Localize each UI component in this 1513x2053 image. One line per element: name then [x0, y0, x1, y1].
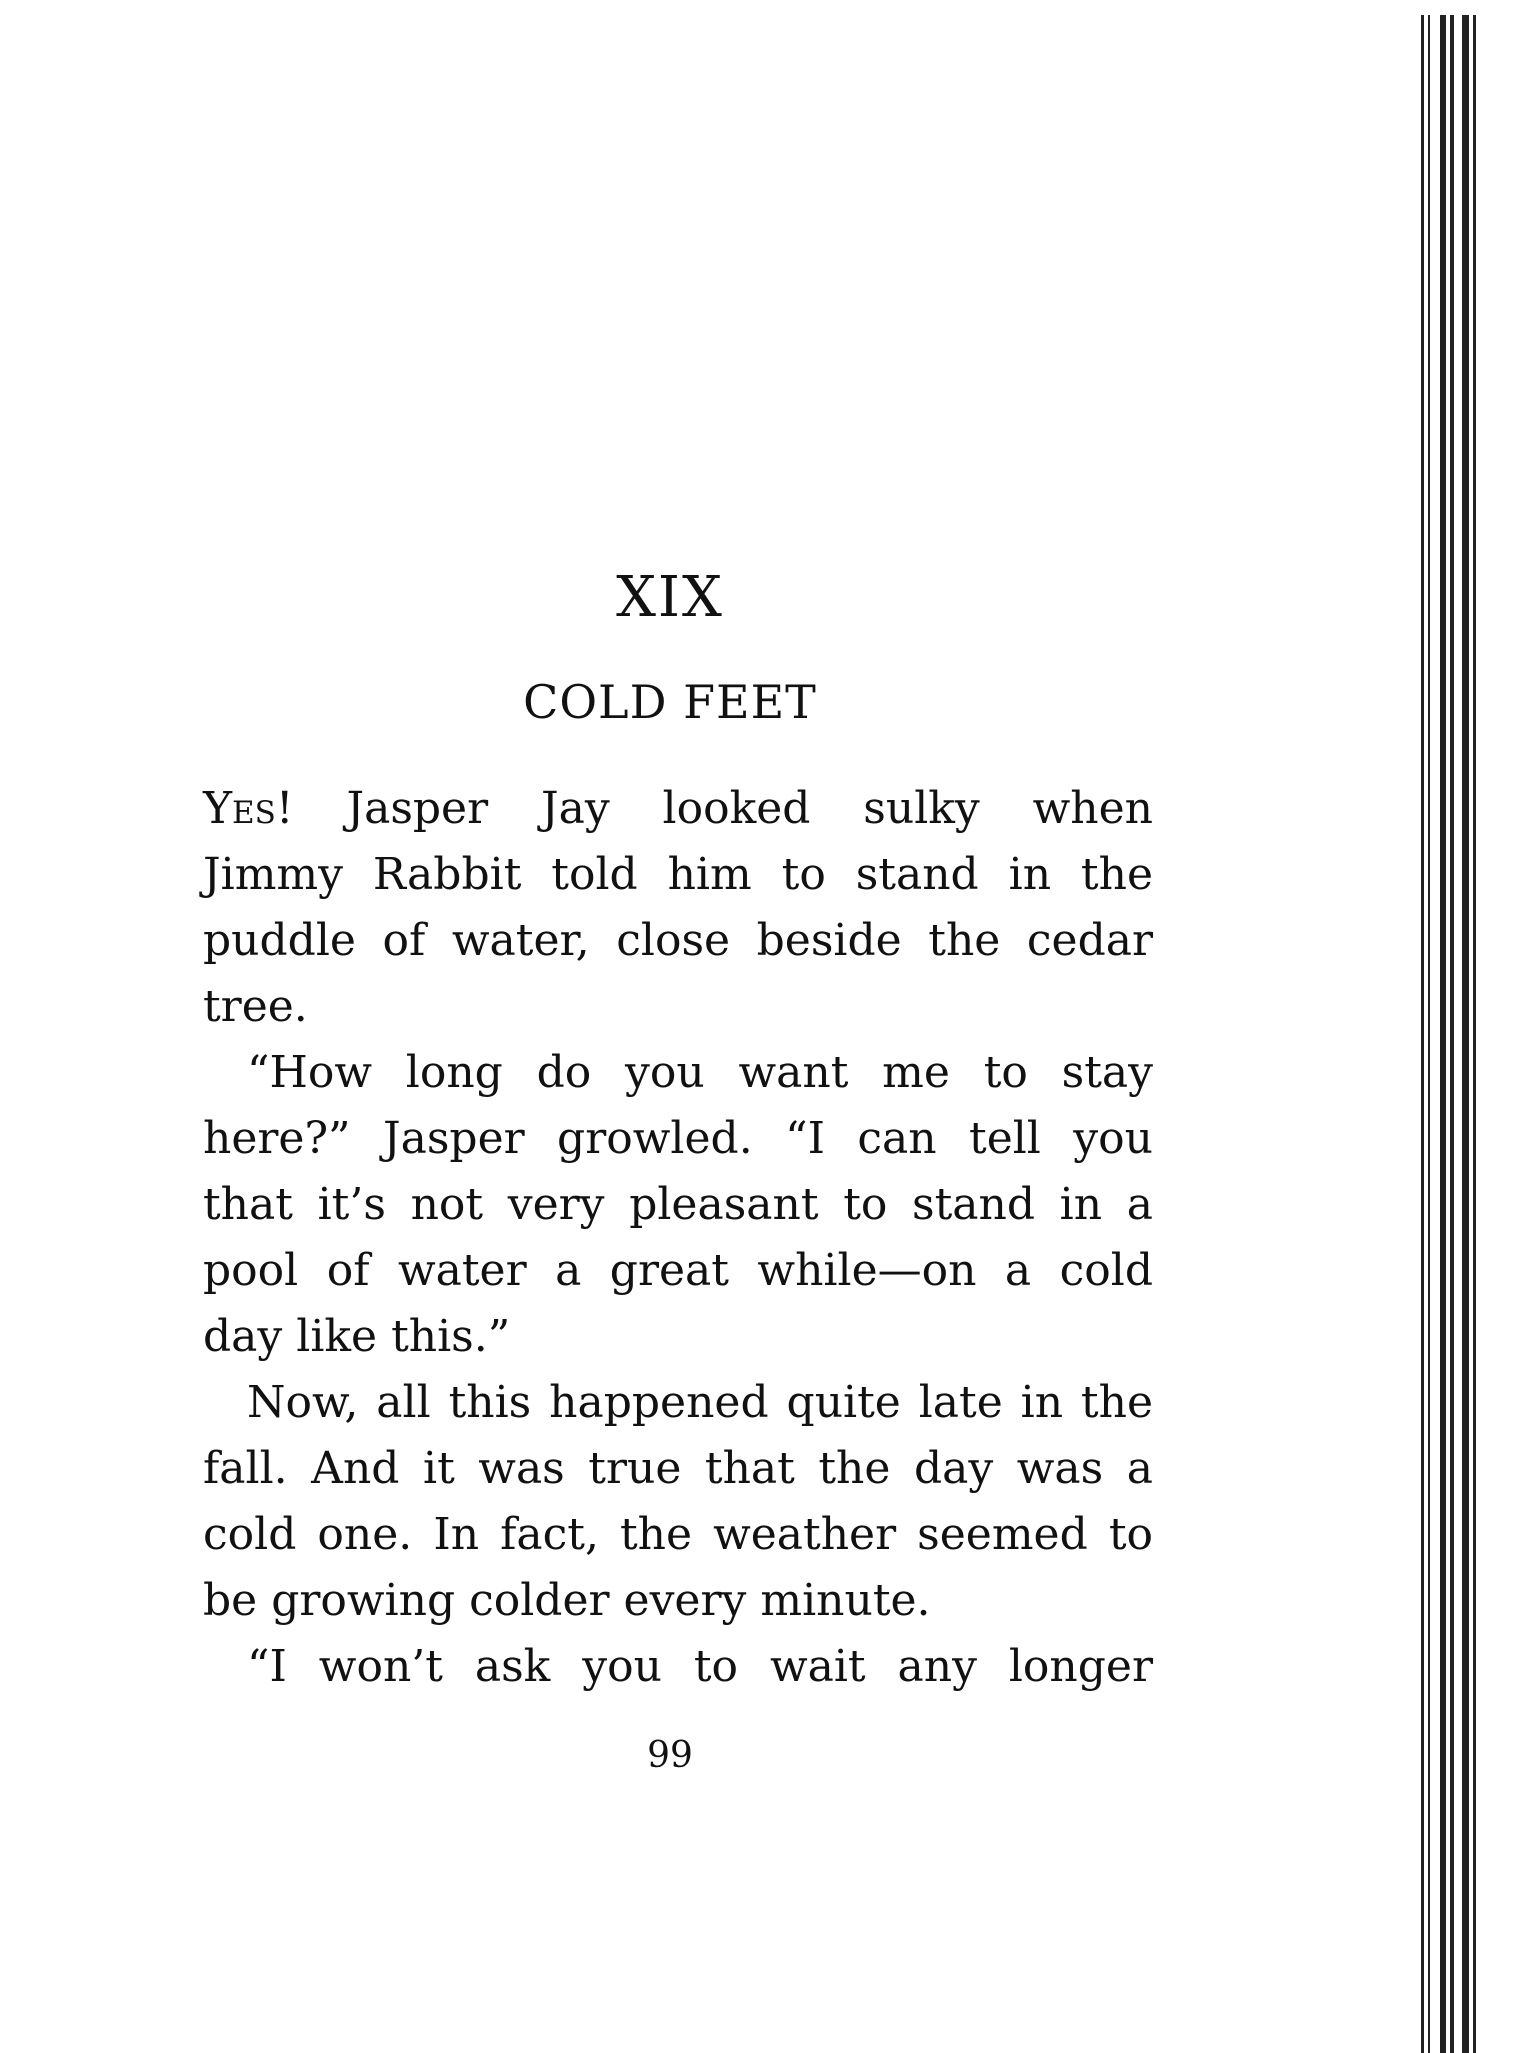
- text-line: that it’s not very pleasant to stand in a: [203, 1179, 1153, 1230]
- opening-word: Yes!: [203, 783, 294, 834]
- line-text: Jasper Jay looked sulky when: [293, 783, 1153, 834]
- text-line: be growing colder every minute.: [203, 1575, 931, 1626]
- chapter-number: XIX: [616, 565, 724, 630]
- text-line: fall. And it was true that the day was a: [203, 1443, 1153, 1494]
- text-line: “How long do you want me to stay: [247, 1047, 1153, 1098]
- body-text: [203, 776, 1153, 1700]
- chapter-title: COLD FEET: [523, 675, 817, 729]
- text-line: cold one. In fact, the weather seemed to: [203, 1509, 1153, 1560]
- text-line: Jimmy Rabbit told him to stand in the: [203, 849, 1153, 900]
- text-line: [203, 776, 1153, 842]
- text-line: puddle of water, close beside the cedar: [203, 915, 1153, 966]
- text-line: pool of water a great while—on a cold: [203, 1245, 1153, 1296]
- text-line: here?” Jasper growled. “I can tell you: [203, 1113, 1153, 1164]
- text-line: tree.: [203, 981, 308, 1032]
- book-spine-edge: [1418, 15, 1513, 2053]
- text-line: Now, all this happened quite late in the: [247, 1377, 1153, 1428]
- text-line: “I won’t ask you to wait any longer: [247, 1641, 1153, 1692]
- text-line: day like this.”: [203, 1311, 511, 1362]
- page-number: 99: [647, 1735, 693, 1776]
